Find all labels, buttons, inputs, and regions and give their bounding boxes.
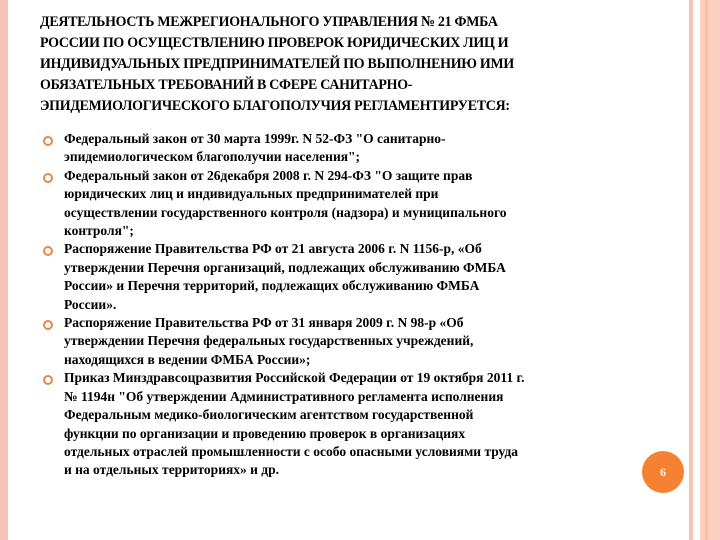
right-border-band [700, 0, 720, 540]
list-item-line: Распоряжение Правительства РФ от 31 января 2009 г. N 98-р «Об [64, 315, 464, 331]
page-number-badge: 6 [642, 451, 684, 493]
list-item-line: России» и Перечня территорий, подлежащих обслуживанию ФМБА [64, 278, 480, 294]
list-item-line: эпидемиологическом благополучии населения"; [64, 149, 361, 165]
list-item-line: Федеральный закон от 30 марта 1999г. N 52-ФЗ "О санитарно- [64, 131, 446, 146]
list-item-line: Федеральный закон от 26декабря 2008 г. N 294-ФЗ "О защите прав [64, 167, 473, 183]
list-item [40, 369, 680, 479]
list-item-line: утверждении Перечня организаций, подлежащих обслуживанию ФМБА [64, 259, 506, 275]
regulation-list [40, 130, 680, 480]
title-line: ДЕЯТЕЛЬНОСТЬ МЕЖРЕГИОНАЛЬНОГО УПРАВЛЕНИЯ № 21 ФМБА [40, 14, 498, 30]
list-item-line: утверждении Перечня федеральных государственных учреждений, [64, 333, 474, 349]
list-item-line: находящихся в ведении ФМБА России»; [64, 351, 311, 367]
list-item-line: Федеральным медико-биологическим агентством государственной [64, 407, 474, 423]
list-item-line: функции по организации и проведению проверок в организациях [64, 425, 466, 441]
list-item-line: № 1194н "Об утверждении Административного регламента исполнения [64, 388, 504, 404]
title-line: ОБЯЗАТЕЛЬНЫХ ТРЕБОВАНИЙ В СФЕРЕ САНИТАРНО- [40, 77, 413, 93]
list-item-line: осуществлении государственного контроля (надзора) и муниципального [64, 204, 507, 220]
list-item [40, 167, 680, 241]
list-item [40, 130, 680, 167]
list-item-line: отдельных отраслей промышленности с особо опасными условиями труда [64, 443, 519, 459]
right-border-stripe [705, 0, 708, 540]
list-item [40, 240, 680, 314]
title-line: ЭПИДЕМИОЛОГИЧЕСКОГО БЛАГОПОЛУЧИЯ РЕГЛАМЕНТИРУЕТСЯ: [40, 98, 510, 114]
title-line: РОССИИ ПО ОСУЩЕСТВЛЕНИЮ ПРОВЕРОК ЮРИДИЧЕСКИХ ЛИЦ И [40, 35, 509, 51]
slide-title [40, 12, 635, 117]
right-border-line [689, 0, 693, 540]
bullet-ring-icon [43, 136, 53, 146]
list-item-line: юридических лиц и индивидуальных предпринимателей при [64, 186, 439, 202]
list-item-line: контроля"; [64, 223, 134, 239]
list-item [40, 314, 680, 369]
list-item-line: России». [64, 296, 117, 312]
list-item-line: Приказ Минздравсоцразвития Российской Федерации от 19 октября 2011 г. [64, 370, 525, 386]
bullet-ring-icon [43, 173, 53, 183]
bullet-ring-icon [43, 375, 53, 385]
list-item-line: Распоряжение Правительства РФ от 21 августа 2006 г. N 1156-р, «Об [64, 241, 482, 257]
bullet-ring-icon [43, 246, 53, 256]
left-border [0, 0, 8, 540]
bullet-ring-icon [43, 320, 53, 330]
title-line: ИНДИВИДУАЛЬНЫХ ПРЕДПРИНИМАТЕЛЕЙ ПО ВЫПОЛНЕНИЮ ИМИ [40, 56, 514, 72]
list-item-line: и на отдельных территориях» и др. [64, 462, 280, 478]
